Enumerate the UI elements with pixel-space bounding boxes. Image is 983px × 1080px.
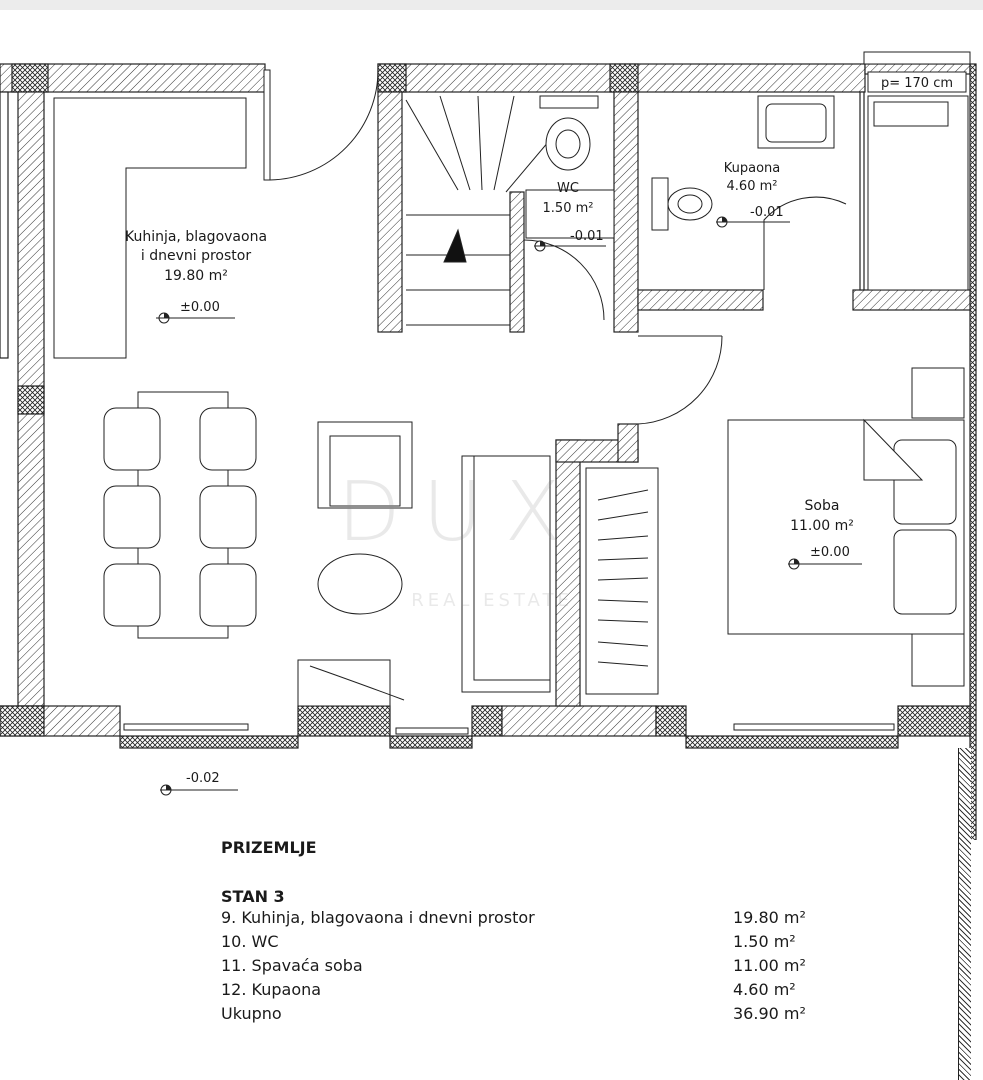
- svg-text:-0.01: -0.01: [750, 205, 784, 220]
- level-marker-kitchen: [156, 300, 235, 323]
- svg-text:i dnevni prostor: i dnevni prostor: [140, 248, 252, 264]
- legend-row: [221, 954, 821, 978]
- legend-room-area: 4.60 m²: [733, 980, 796, 999]
- unit-title: STAN 3: [221, 887, 285, 906]
- svg-text:DUX: DUX: [337, 465, 583, 560]
- top-bar: [0, 0, 983, 10]
- room-label-bathroom: [724, 161, 781, 194]
- legend-total-row: [221, 1002, 821, 1026]
- legend-room-name: 10. WC: [221, 932, 279, 951]
- svg-text:19.80 m²: 19.80 m²: [164, 268, 228, 284]
- svg-text:4.60 m²: 4.60 m²: [726, 179, 778, 194]
- legend-row: [221, 978, 821, 1002]
- legend-room-name: 11. Spavaća soba: [221, 956, 363, 975]
- legend-room-name: 12. Kupaona: [221, 980, 322, 999]
- svg-text:1.50 m²: 1.50 m²: [542, 201, 594, 216]
- legend-total-label: Ukupno: [221, 1004, 282, 1023]
- svg-text:WC: WC: [557, 181, 579, 196]
- legend-room-area: 19.80 m²: [733, 908, 806, 927]
- svg-text:Kupaona: Kupaona: [723, 161, 781, 176]
- legend-room-area: 1.50 m²: [733, 932, 796, 951]
- legend-row: [221, 906, 821, 930]
- room-label-kitchen: [125, 229, 267, 284]
- svg-text:Soba: Soba: [804, 498, 840, 514]
- floor-title: PRIZEMLJE: [221, 838, 317, 857]
- ceiling-note: [868, 72, 966, 92]
- legend-row: [221, 930, 821, 954]
- legend-room-name: 9. Kuhinja, blagovaona i dnevni prostor: [221, 908, 535, 927]
- svg-text:±0.00: ±0.00: [180, 300, 220, 315]
- area-legend: [221, 838, 821, 1026]
- svg-text:-0.02: -0.02: [186, 771, 220, 786]
- level-marker-bathroom: [716, 205, 790, 227]
- svg-text:REAL ESTATE: REAL ESTATE: [411, 590, 573, 611]
- svg-text:Kuhinja, blagovaona: Kuhinja, blagovaona: [124, 229, 268, 245]
- level-marker-outside: [160, 771, 238, 795]
- svg-text:11.00 m²: 11.00 m²: [790, 518, 854, 534]
- boundary-wall: [958, 748, 971, 1080]
- floor-plan: [0, 10, 983, 840]
- svg-text:-0.01: -0.01: [570, 229, 604, 244]
- legend-total-area: 36.90 m²: [733, 1004, 806, 1023]
- legend-room-area: 11.00 m²: [733, 956, 806, 975]
- svg-text:±0.00: ±0.00: [810, 545, 850, 560]
- svg-text:p= 170 cm: p= 170 cm: [880, 76, 954, 91]
